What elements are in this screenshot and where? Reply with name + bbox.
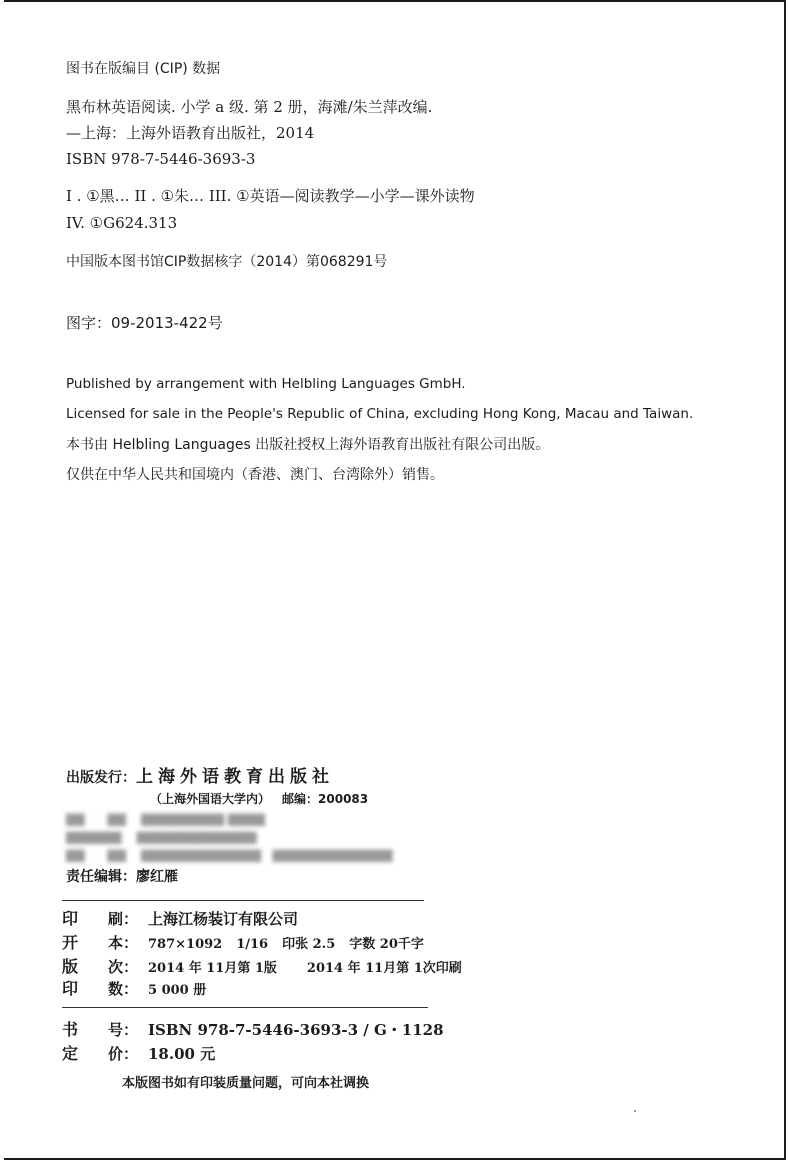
postcode: 200083 — [318, 792, 369, 806]
postcode-label: 邮编： — [282, 792, 319, 806]
divider-top — [62, 900, 424, 901]
divider-bottom — [62, 1007, 428, 1008]
run-value: 5 000 册 — [148, 983, 207, 998]
cip-isbn-line: ISBN 978-7-5446-3693-3 — [66, 150, 256, 168]
blurred-web-line: ▇▇ ▇▇ ▇▇▇▇▇▇▇▇▇▇▇▇▇ ▇▇▇▇▇▇▇▇▇▇▇▇▇ — [66, 848, 393, 862]
cip-title-line: 黑布林英语阅读. 小学 a 级. 第 2 册，海滩/朱兰萍改编. — [66, 98, 433, 116]
editor-label: 责任编辑： — [66, 869, 136, 885]
publisher-row — [66, 762, 334, 787]
price-row — [62, 1041, 215, 1064]
publisher-address: （上海外国语大学内） — [150, 792, 271, 806]
license-line-1: Published by arrangement with Helbling Languages GmbH. — [66, 376, 466, 392]
format-key-2: 本： — [108, 934, 139, 952]
printer-row — [62, 906, 298, 929]
booknum-key-2: 号： — [108, 1021, 139, 1039]
booknum-key-1: 书 — [62, 1020, 79, 1039]
printing-value: 2014 年 11月第 1次印刷 — [306, 961, 462, 976]
quality-note: 本版图书如有印装质量问题，可向本社调换 — [122, 1076, 370, 1091]
edition-value: 2014 年 11月第 1版 — [148, 961, 277, 976]
license-line-2: Licensed for sale in the People's Republic of China, excluding Hong Kong, Macau and Taiwan. — [66, 406, 694, 422]
format-key-1: 开 — [62, 933, 79, 952]
print-speck — [634, 1110, 636, 1112]
cip-record-line: 中国版本图书馆CIP数据核字（2014）第068291号 — [66, 254, 388, 270]
cip-class-line: IV. ①G624.313 — [66, 214, 178, 232]
publisher-label: 出版发行： — [66, 770, 136, 786]
price-value: 18.00 元 — [148, 1045, 216, 1063]
price-key-1: 定 — [62, 1044, 79, 1063]
license-line-4: 仅供在中华人民共和国境内（香港、澳门、台湾除外）销售。 — [66, 467, 444, 483]
address-row — [150, 790, 368, 807]
format-words: 字数 20千字 — [349, 937, 424, 952]
edition-key-1: 版 — [62, 957, 79, 976]
format-row — [62, 930, 424, 953]
license-line-3: 本书由 Helbling Languages 出版社授权上海外语教育出版社有限公司出版。 — [66, 437, 550, 453]
edition-key-2: 次： — [108, 958, 139, 976]
printer-key-1: 印 — [62, 909, 79, 928]
printer-key-2: 刷： — [108, 910, 139, 928]
cip-publisher-line: —上海：上海外语教育出版社，2014 — [66, 124, 315, 142]
printer-value: 上海江杨装订有限公司 — [148, 910, 299, 928]
run-row — [62, 976, 206, 999]
format-size: 787×1092 — [148, 937, 223, 952]
publisher-name: 上海外语教育出版社 — [136, 767, 334, 787]
booknum-value: ISBN 978-7-5446-3693-3 / G・1128 — [148, 1021, 444, 1039]
editor-row — [66, 866, 178, 886]
cip-header: 图书在版编目 (CIP) 数据 — [66, 61, 221, 77]
run-key-1: 印 — [62, 979, 79, 998]
edition-row — [62, 954, 462, 977]
blurred-phone-line: ▇▇ ▇▇ ▇▇▇▇▇▇▇▇▇ ▇▇▇▇ — [66, 812, 265, 826]
booknum-row — [62, 1017, 444, 1040]
editor-name: 廖红雁 — [136, 869, 178, 885]
run-key-2: 数： — [108, 980, 139, 998]
format-fold: 1/16 — [236, 937, 269, 952]
cip-subjects-line: I . ①黑… II . ①朱… III. ①英语—阅读教学—小学—课外读物 — [66, 187, 475, 205]
format-sheets: 印张 2.5 — [282, 937, 336, 952]
contract-line: 图字：09-2013-422号 — [66, 314, 223, 332]
price-key-2: 价： — [108, 1045, 139, 1063]
blurred-email-line: ▇▇▇▇▇▇ ▇▇▇▇▇▇▇▇▇▇▇▇▇ — [66, 830, 257, 844]
